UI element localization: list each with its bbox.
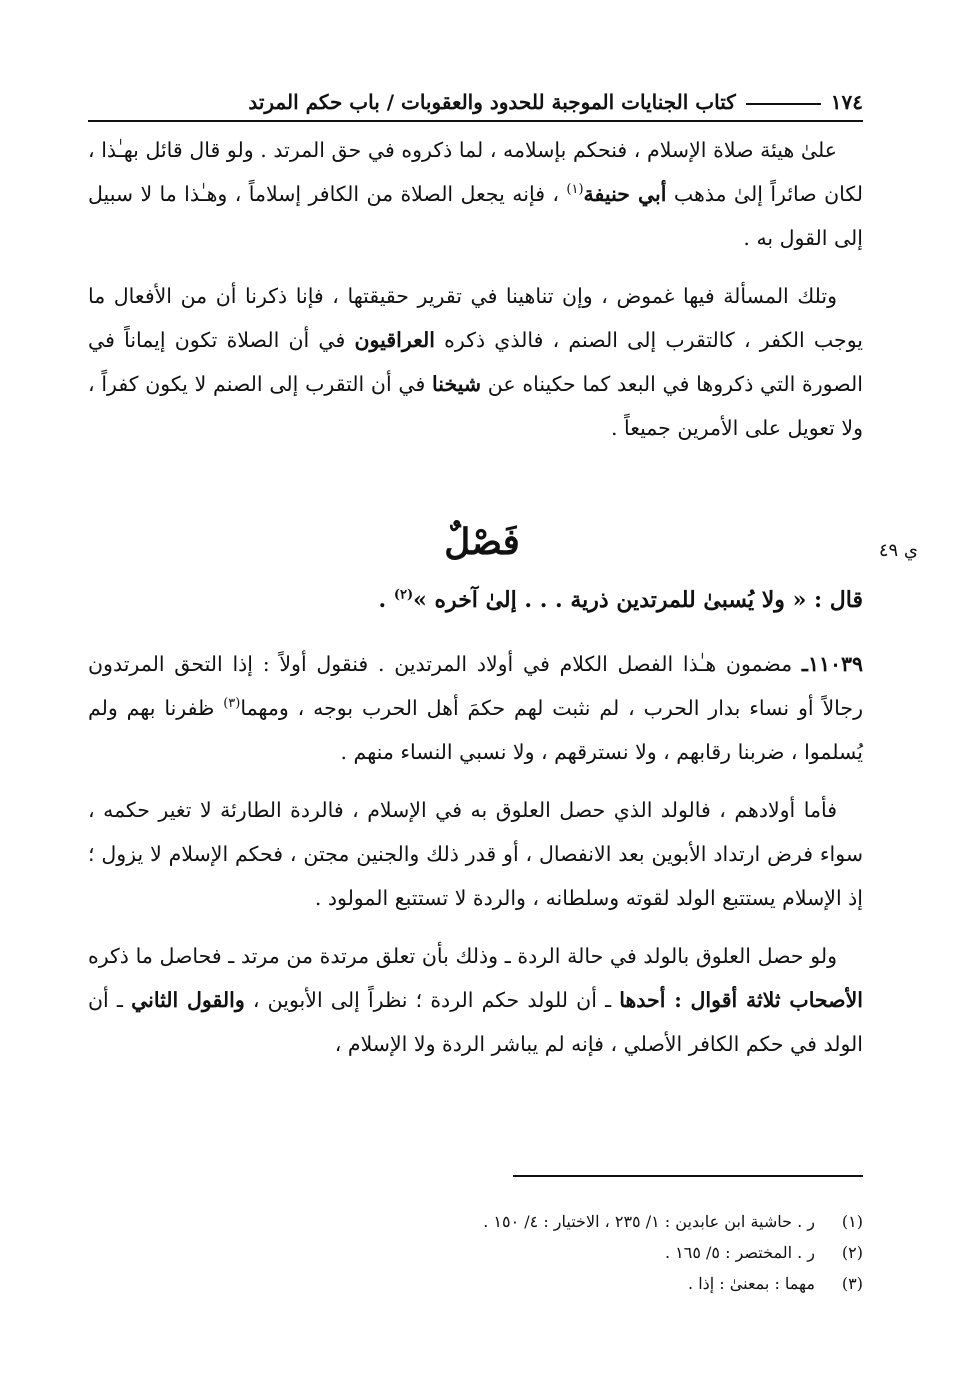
- footnote-marker[interactable]: (٢): [393, 587, 414, 603]
- text-run: ـ أن الولد في حكم الكافر الأصلي ، فإنه لم يباشر الردة ولا الإسلام ،: [88, 988, 863, 1056]
- text-run: ، فإنه يجعل الصلاة من الكافر إسلاماً ، وهـٰذا ما لا سبيل إلى القول به .: [88, 182, 863, 250]
- footnote-divider: [513, 1175, 863, 1177]
- footnote-number: (١): [841, 1212, 863, 1231]
- section-heading: [88, 580, 863, 620]
- text-run: في أن الصلاة تكون إيماناً في الصورة التي ذكروها في البعد كما حكيناه عن: [88, 328, 863, 396]
- footnote-number: (٣): [841, 1274, 863, 1293]
- paragraph: فأما أولادهم ، فالولد الذي حصل العلوق به في الإسلام ، فالردة الطارئة لا تغير حكمه ، سواء فرض ارتداد الأبوين بعد الانفصال ، أو قدر ذلك والجنين مجتن ، فحكم الإسلام لا يزول ؛ إذ الإسلام يستتبع الولد لقوته وسلطانه ، والردة لا تستتبع المولود .: [88, 798, 863, 910]
- footnote-item: [88, 1237, 863, 1268]
- issue-number: ١١٠٣٩ـ: [801, 652, 863, 676]
- footnote-text: ر . المختصر : ٥/ ١٦٥ .: [664, 1243, 815, 1262]
- bold-term: الأصحاب ثلاثة أقوال : أحدها: [619, 988, 863, 1012]
- section-one-text: [88, 128, 863, 450]
- text-run: وتلك المسألة فيها غموض ، وإن تناهينا في تقرير حقيقتها ، فإنا ذكرنا أن من الأفعال ما يوجب الكفر ، كالتقرب إلى الصنم ، فالذي ذكره: [88, 284, 863, 352]
- footnote-item: [88, 1268, 863, 1299]
- section-ornament: فَصْلٌ: [444, 521, 520, 563]
- section-two-text: [88, 642, 863, 1066]
- text-run: في أن التقرب إلى الصنم لا يكون كفراً ، ولا تعويل على الأمرين جميعاً .: [88, 372, 863, 440]
- text-run: علىٰ هيئة صلاة الإسلام ، فنحكم بإسلامه ، لما ذكروه في حق المرتد . ولو قال قائل بهـٰذا ، لكان صائراً إلىٰ مذهب: [88, 138, 863, 206]
- margin-page-reference: ي ٤٩: [878, 540, 918, 561]
- bold-term: العراقيون: [354, 328, 435, 352]
- footnote-item: [88, 1206, 863, 1237]
- paragraph: [88, 274, 863, 450]
- footnote-marker[interactable]: (١): [566, 182, 584, 198]
- paragraph: [88, 642, 863, 774]
- page-number: ١٧٤: [830, 90, 863, 114]
- heading-text: قال : « ولا يُسبىٰ للمرتدين ذرية . . . إلىٰ آخره »: [413, 587, 863, 613]
- running-header: [88, 84, 863, 122]
- text-run: ولو حصل العلوق بالولد في حالة الردة ـ وذلك بأن تعلق مرتدة من مرتد ـ فحاصل ما ذكره: [88, 944, 837, 968]
- paragraph: [88, 128, 863, 260]
- bold-term: أبي حنيفة: [583, 182, 667, 206]
- bold-term: شيخنا: [432, 372, 482, 396]
- footnote-marker[interactable]: (٣): [223, 696, 241, 712]
- bold-term: والقول الثاني: [131, 988, 245, 1012]
- paragraph: [88, 934, 863, 1066]
- footnote-text: ر . حاشية ابن عابدين : ١/ ٢٣٥ ، الاختيار : ٤/ ١٥٠ .: [483, 1212, 815, 1231]
- heading-end: .: [378, 587, 387, 613]
- text-run: مضمون هـٰذا الفصل الكلام في أولاد المرتدين . فنقول أولاً : إذا التحق المرتدون رجالاً أو نساء بدار الحرب ، لم نثبت لهم حكمَ أهل الحرب بوجه ، ومهما: [88, 652, 863, 720]
- footnote-number: (٢): [841, 1243, 863, 1262]
- header-title: كتاب الجنايات الموجبة للحدود والعقوبات / باب حكم المرتد: [248, 90, 736, 114]
- text-run: ـ أن للولد حكم الردة ؛ نظراً إلى الأبوين ،: [252, 988, 612, 1012]
- footnote-text: مهما : بمعنىٰ : إذا .: [688, 1274, 815, 1293]
- footnotes: [88, 1206, 863, 1299]
- header-rule: [746, 103, 821, 105]
- text-run: ظفرنا بهم ولم يُسلموا ، ضربنا رقابهم ، ولا نسترقهم ، ولا نسبي النساء منهم .: [88, 696, 863, 764]
